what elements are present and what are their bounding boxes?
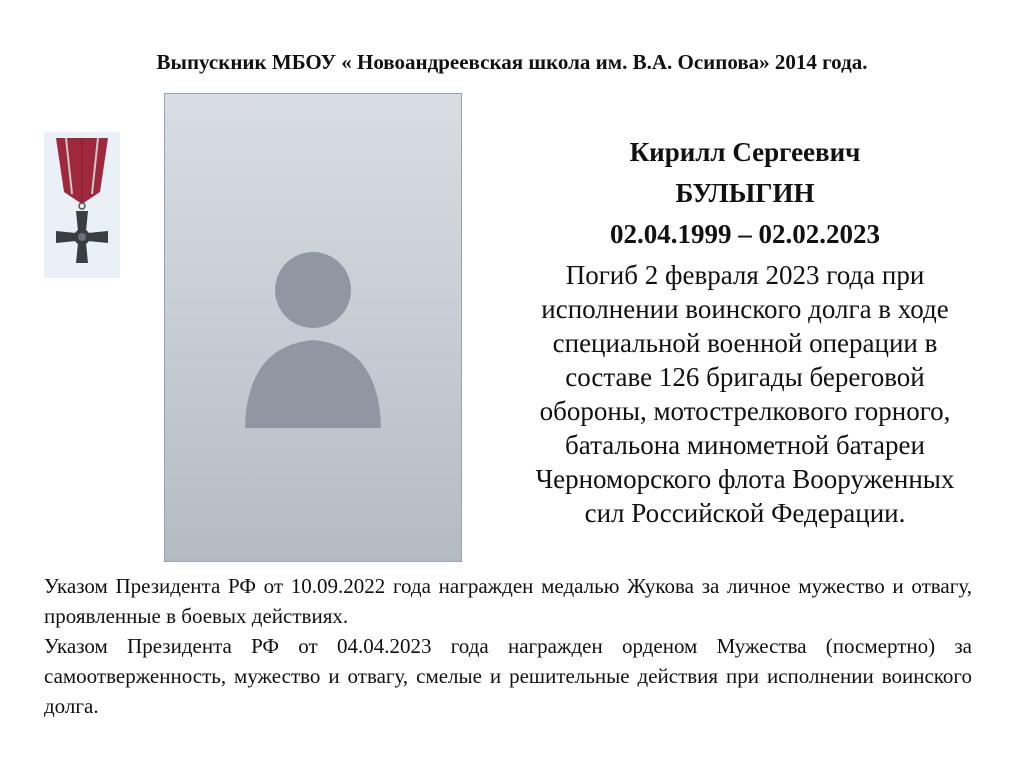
first-name-patronymic: Кирилл Сергеевич: [629, 137, 861, 167]
death-line: обороны, мотострелкового горного,: [539, 396, 951, 426]
death-line: Погиб 2 февраля 2023 года при: [565, 260, 925, 290]
portrait-placeholder-icon: [233, 228, 393, 428]
surname: БУЛЫГИН: [675, 178, 815, 208]
death-line: сил Российской Федерации.: [584, 498, 906, 528]
order-of-courage-icon: [44, 132, 120, 278]
life-dates: 02.04.1999 – 02.02.2023: [610, 219, 880, 249]
medal-image: [44, 132, 120, 278]
death-line: специальной военной операции в: [552, 328, 938, 358]
death-line: Черноморского флота Вооруженных: [535, 464, 955, 494]
award-paragraph: Указом Президента РФ от 04.04.2023 года награжден орденом Мужества (посмертно) за самоотверженность, мужество и отвагу, смелые и решительные действия при исполнении воинского долга.: [44, 634, 972, 718]
death-line: исполнении воинского долга в ходе: [541, 294, 949, 324]
awards-block: [44, 571, 972, 721]
award-paragraph: Указом Президента РФ от 10.09.2022 года награжден медалью Жукова за личное мужество и отвагу, проявленные в боевых действиях.: [44, 574, 972, 628]
page-title: Выпускник МБОУ « Новоандреевская школа им. В.А. Осипова» 2014 года.: [156, 50, 868, 74]
portrait-photo: [164, 93, 462, 562]
death-line: батальона минометной батареи: [565, 430, 925, 460]
bio-block: [490, 132, 1000, 530]
death-line: составе 126 бригады береговой: [565, 362, 925, 392]
